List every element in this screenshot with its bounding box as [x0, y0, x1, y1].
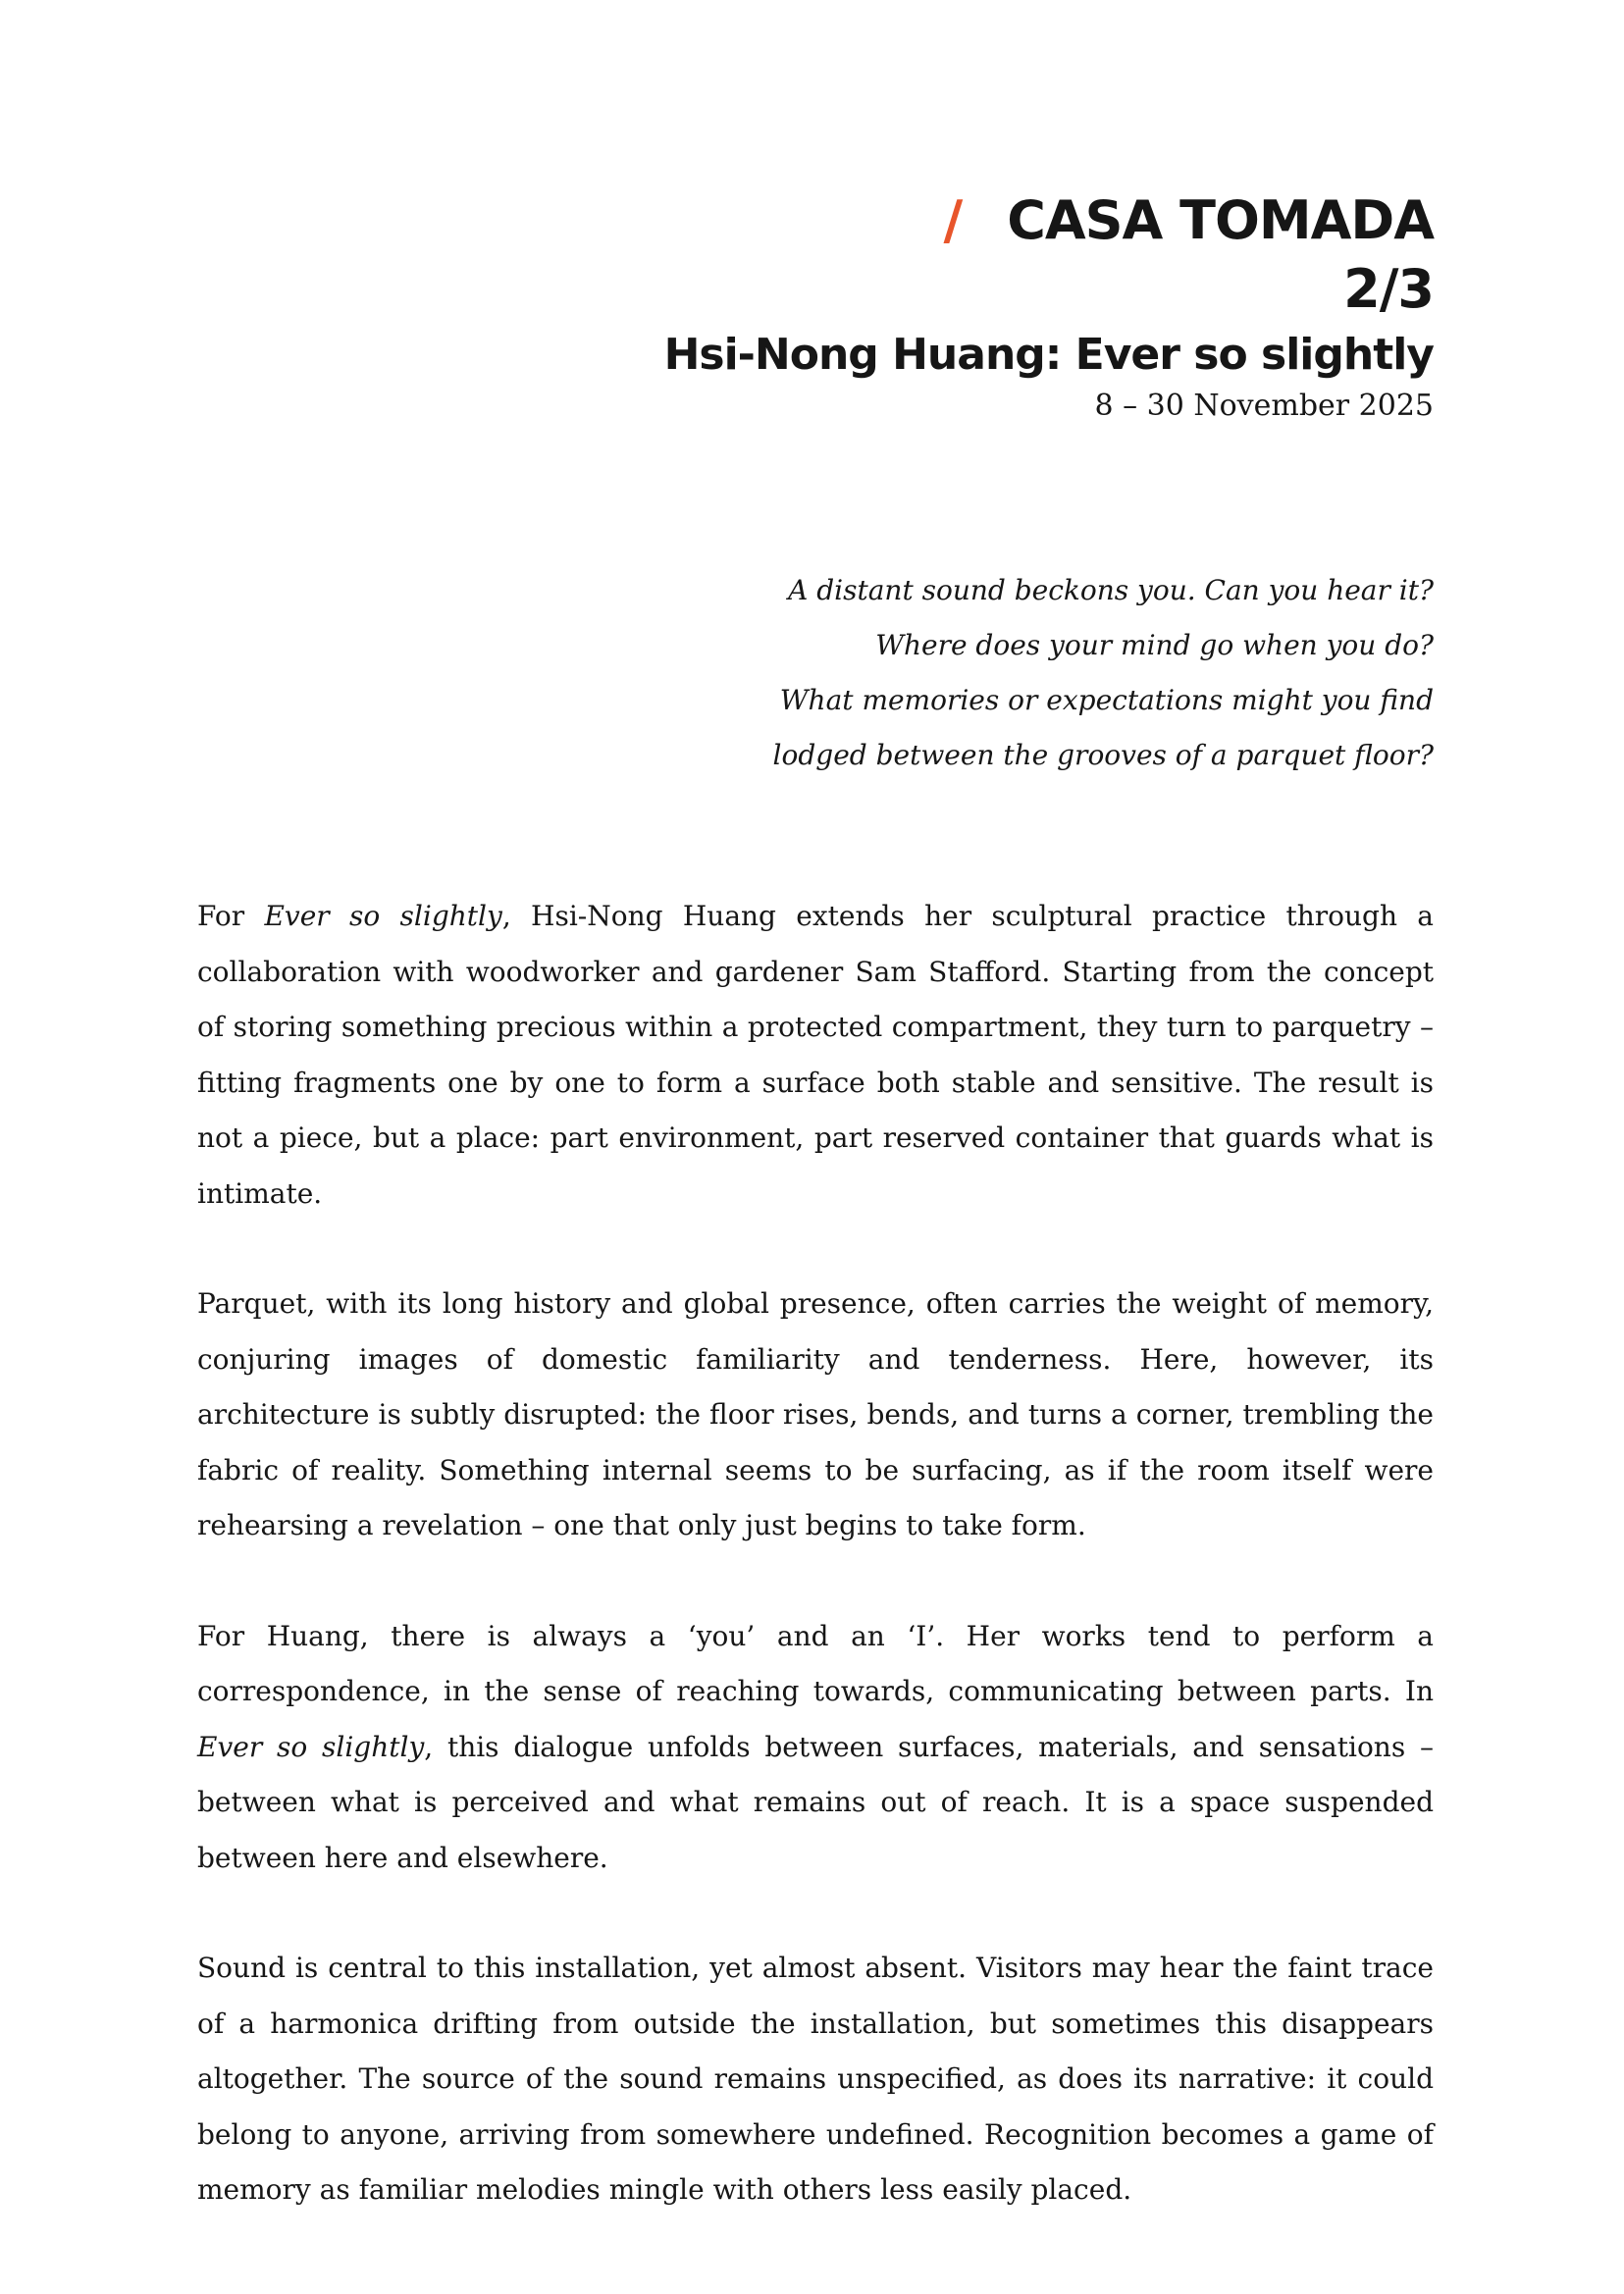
epigraph-line: What memories or expectations might you find	[779, 684, 1434, 716]
epigraph-line: A distant sound beckons you. Can you hear it?	[788, 574, 1434, 606]
epigraph-line: Where does your mind go when you do?	[875, 629, 1434, 661]
body-text	[197, 889, 1434, 2273]
epigraph-line: lodged between the grooves of a parquet floor?	[772, 739, 1434, 771]
header	[649, 186, 1434, 428]
epigraph	[747, 563, 1434, 783]
title-line	[649, 186, 1434, 255]
accent-slash: /	[943, 189, 963, 251]
exhibition-title: CASA TOMADA	[1007, 189, 1434, 251]
paragraph-3-rest: , this dialogue unfolds between surfaces, materials, and sensations – between what is perceived and what remains out of reach. It is a space suspended between here and elsewhere.	[197, 1730, 1434, 1874]
paragraph-1	[197, 889, 1434, 1222]
paragraph-3	[197, 1609, 1434, 1887]
exhibition-dates: 8 – 30 November 2025	[1094, 389, 1434, 423]
paragraph-2: Parquet, with its long history and global presence, often carries the weight of memory, conjuring images of domestic familiarity and tenderness. Here, however, its architecture is subtly disrupted: the floor rises, bends, and turns a corner, trembling the fabric of reality. Something internal seems to be surfacing, as if the room itself were rehearsing a revelation – one that only just begins to take form.	[197, 1287, 1434, 1541]
work-title-italic: Ever so slightly	[264, 900, 502, 932]
paragraph-3-lead: For Huang, there is always a ‘you’ and an ‘I’. Her works tend to perform a correspondence, in the sense of reaching towards, communicating between parts. In	[197, 1619, 1434, 1707]
exhibition-subtitle: Hsi-Nong Huang: Ever so slightly	[663, 330, 1434, 380]
exhibition-number: 2/3	[1343, 258, 1434, 320]
paragraph-4: Sound is central to this installation, yet almost absent. Visitors may hear the faint trace of a harmonica drifting from outside the installation, but sometimes this disappears altogether. The source of the sound remains unspecified, as does its narrative: it could belong to anyone, arriving from somewhere undefined. Recognition becomes a game of memory as familiar melodies mingle with others less easily placed.	[197, 1952, 1434, 2206]
paragraph-1-lead: For	[197, 900, 265, 932]
paragraph-1-rest: , Hsi-Nong Huang extends her sculptural practice through a collaboration with woodworker and gardener Sam Stafford. Starting from the concept of storing something precious within a protected compartment, they turn to parquetry – fitting fragments one by one to form a surface both stable and sensitive. The result is not a piece, but a place: part environment, part reserved container that guards what is intimate.	[197, 900, 1434, 1210]
work-title-italic: Ever so slightly	[197, 1730, 425, 1763]
